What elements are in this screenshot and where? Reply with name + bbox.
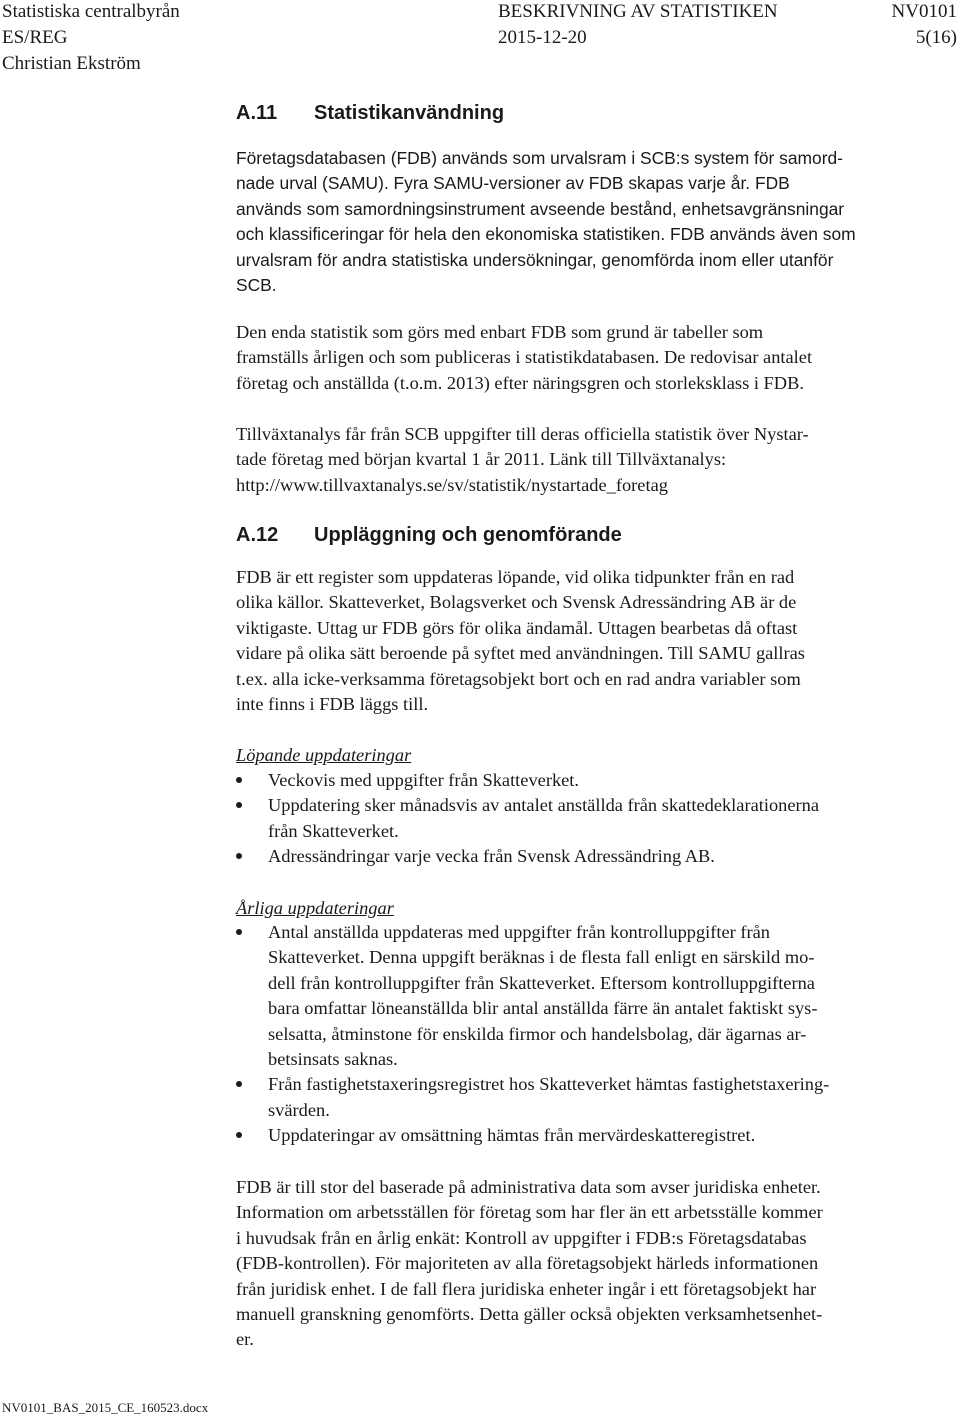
bullet-icon: [236, 802, 242, 808]
a12-paragraph-2: [236, 1175, 948, 1353]
text-line: används som samordningsinstrument avseende bestånd, enhetsavgränsningar: [236, 198, 845, 219]
header-doc-type: BESKRIVNING AV STATISTIKEN: [498, 1, 778, 22]
text-line: företag och anställda (t.o.m. 2013) efter näringsgren och storleksklass i FDB.: [236, 372, 804, 393]
text-line: inte finns i FDB läggs till.: [236, 694, 429, 715]
text-line: framställs årligen och som publiceras i statistikdatabasen. De redovisar antalet: [236, 347, 813, 368]
text-line: FDB är till stor del baserade på administrativa data som avser juridiska enheter.: [236, 1177, 821, 1197]
text-line: Veckovis med uppgifter från Skatteverket.: [268, 770, 580, 790]
section-heading-a11: [236, 100, 504, 126]
text-line: tade företag med början kvartal 1 år 2011. Länk till Tillväxtanalys:: [236, 449, 727, 470]
bullet-icon: [236, 1132, 242, 1138]
text-line: Adressändringar varje vecka från Svensk Adressändring AB.: [268, 846, 715, 867]
text-line: från Skatteverket.: [268, 820, 399, 841]
text-line: SCB.: [236, 275, 277, 296]
header-author: Christian Ekström: [2, 53, 141, 74]
text-line: Tillväxtanalys får från SCB uppgifter till deras officiella statistik över Nystar-: [236, 424, 809, 444]
subheading-annual-updates: Årliga uppdateringar: [236, 898, 394, 918]
bullet-icon: [236, 1081, 242, 1087]
text-line: svärden.: [268, 1099, 330, 1120]
text-line: nade urval (SAMU). Fyra SAMU-versioner av FDB skapas varje år. FDB: [236, 173, 790, 194]
bullet-icon: [236, 777, 242, 783]
list-item: [236, 1123, 948, 1148]
text-line: Företagsdatabasen (FDB) används som urvalsram i SCB:s system för samord-: [236, 148, 843, 168]
text-line: betsinsats saknas.: [268, 1049, 398, 1070]
text-line: och klassificeringar för hela den ekonomiska statistiken. FDB används även som: [236, 224, 856, 245]
running-updates-list: [236, 768, 948, 870]
link-tillvaxtanalys[interactable]: http://www.tillvaxtanalys.se/sv/statistik/nystartade_foretag: [236, 474, 668, 495]
annual-updates-list: [236, 920, 948, 1149]
text-line: från juridisk enhet. I de fall flera juridiska enheter ingår i ett företagsobjekt har: [236, 1278, 817, 1299]
subheading-running-updates: Löpande uppdateringar: [236, 745, 412, 765]
section-heading-a12: [236, 522, 622, 548]
text-line: olika källor. Skatteverket, Bolagsverket och Svensk Adressändring AB är de: [236, 592, 797, 613]
bullet-icon: [236, 929, 242, 935]
a11-paragraph-2: [236, 320, 948, 396]
header-org: Statistiska centralbyrån: [2, 1, 180, 22]
list-item: [236, 793, 948, 844]
text-line: urvalsram för andra statistiska undersökningar, genomförda inom eller utanför: [236, 249, 834, 270]
text-line: (FDB-kontrollen). För majoriteten av alla företagsobjekt härleds informationen: [236, 1253, 819, 1274]
text-line: manuell granskning genomförts. Detta gäller också objekten verksamhetsenhet-: [236, 1304, 823, 1325]
section-title: Uppläggning och genomförande: [314, 524, 622, 546]
a12-paragraph-1: [236, 565, 948, 717]
header-page: 5(16): [915, 27, 957, 48]
list-item: [236, 768, 948, 793]
a11-paragraph-3: [236, 422, 948, 498]
text-line: Antal anställda uppdateras med uppgifter från kontrolluppgifter från: [268, 922, 770, 942]
header-date: 2015-12-20: [498, 27, 587, 48]
section-number: A.12: [236, 524, 279, 546]
header-unit: ES/REG: [2, 27, 68, 48]
text-line: Information om arbetsställen för företag som har fler än ett arbetsställe kommer: [236, 1202, 823, 1223]
text-line: Uppdatering sker månadsvis av antalet anställda från skattedeklarationerna: [268, 795, 819, 816]
footer-filename: NV0101_BAS_2015_CE_160523.docx: [2, 1400, 209, 1415]
text-line: Den enda statistik som görs med enbart FDB som grund är tabeller som: [236, 322, 764, 342]
text-line: dell från kontrolluppgifter från Skatteverket. Eftersom kontrolluppgifterna: [268, 972, 815, 993]
header-code: NV0101: [891, 1, 957, 22]
list-item: [236, 920, 948, 1072]
section-number: A.11: [236, 102, 278, 124]
text-line: er.: [236, 1329, 254, 1350]
text-line: selsatta, åtminstone för enskilda firmor och handelsbolag, där ägarnas ar-: [268, 1023, 807, 1044]
bullet-icon: [236, 853, 242, 859]
text-line: viktigaste. Uttag ur FDB görs för olika ändamål. Uttagen bearbetas då oftast: [236, 617, 798, 638]
text-line: Skatteverket. Denna uppgift beräknas i de flesta fall enligt en särskild mo-: [268, 947, 815, 968]
a11-paragraph-1: [236, 146, 948, 298]
text-line: vidare på olika sätt beroende på syftet med användningen. Till SAMU gallras: [236, 643, 805, 664]
list-item: [236, 1072, 948, 1123]
text-line: Från fastighetstaxeringsregistret hos Skatteverket hämtas fastighetstaxering-: [268, 1074, 830, 1095]
text-line: bara omfattar löneanställda blir antal anställda färre än antalet faktiskt sys-: [268, 998, 818, 1019]
section-title: Statistikanvändning: [314, 102, 505, 124]
text-line: i huvudsak från en årlig enkät: Kontroll av uppgifter i FDB:s Företagsdatabas: [236, 1227, 807, 1248]
text-line: t.ex. alla icke-verksamma företagsobjekt bort och en rad andra variabler som: [236, 668, 801, 689]
list-item: [236, 844, 948, 869]
text-line: Uppdateringar av omsättning hämtas från mervärdeskatteregistret.: [268, 1125, 756, 1146]
text-line: FDB är ett register som uppdateras löpande, vid olika tidpunkter från en rad: [236, 567, 795, 587]
